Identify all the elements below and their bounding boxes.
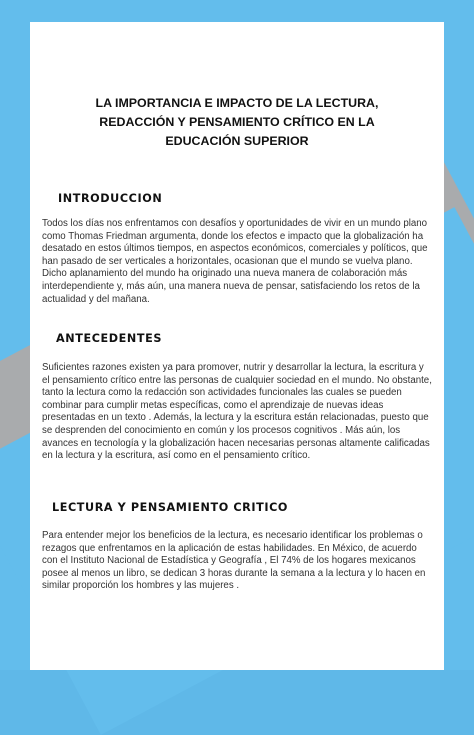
- document-title: LA IMPORTANCIA E IMPACTO DE LA LECTURA, REDACCIÓN Y PENSAMIENTO CRÍTICO EN LA EDUCACIÓN SUPERIOR: [95, 96, 379, 148]
- section-text-antecedentes: Suficientes razones existen ya para promover, nutrir y desarrollar la lectura, la escritura y el pensamiento crítico entre las personas de cualquier sociedad en el mundo. No obstante, tanto la lectura como la redacción son actividades funcionales las cuales se pueden combinar para cumplir metas específicas, como el aprendizaje de nuevas ideas presentadas en un texto . Además, la lectura y la escritura están relacionadas, puesto que se desprenden del conocimiento en común y los procesos cognitivos . Más aún, los avances en tecnología y la globalización hacen necesarias personas altamente calificadas en la lectura y la escritura, así como en el pensamiento crítico.: [42, 362, 432, 462]
- section-text-lectura-pensamiento-critico: Para entender mejor los beneficios de la lectura, es necesario identificar los problemas o rezagos que enfrentamos en la aplicación de estas habilidades. En México, de acuerdo con el Instituto Nacional de Estadística y Geografía , El 74% de los hogares mexicanos posee al menos un libro, se dedican 3 horas durante la semana a la lectura y lo hacen en similar proporción los hombres y las mujeres .: [42, 530, 426, 592]
- section-heading-lectura-pensamiento-critico: LECTURA Y PENSAMIENTO CRITICO: [52, 501, 289, 514]
- section-text-introduccion: Todos los días nos enfrentamos con desafíos y oportunidades de vivir en un mundo plano como Thomas Friedman argumenta, donde los efectos e impacto que la globalización ha desatado en estos últimos tiempos, en aspectos económicos, comerciales y políticos, que han pasado de ser verticales a horizontales, ocasionan que el mundo se vuelva plano. Dicho aplanamiento del mundo ha originado una nueva manera de colaboración más interdependiente y, más aún, una manera nueva de pensar, satisfaciendo los retos de la actualidad y del mañana.: [42, 218, 428, 305]
- section-heading-antecedentes: ANTECEDENTES: [56, 332, 162, 345]
- section-heading-introduccion: INTRODUCCION: [58, 192, 163, 205]
- document-page: [30, 22, 444, 670]
